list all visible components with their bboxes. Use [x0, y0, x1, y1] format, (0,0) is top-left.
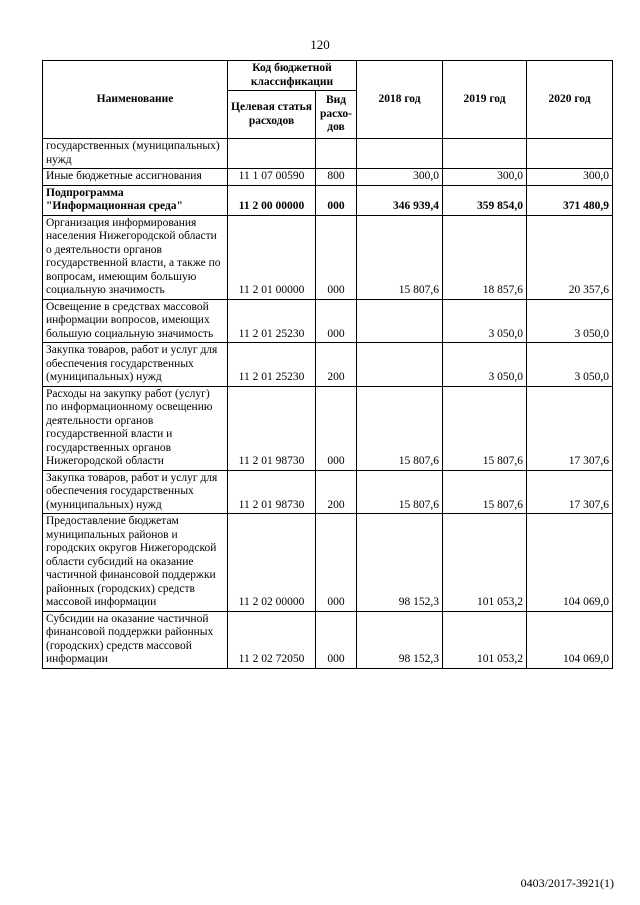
row-target-code: 11 2 00 00000	[228, 185, 316, 215]
row-value-2018: 98 152,3	[357, 514, 443, 612]
budget-table	[42, 60, 613, 669]
header-name: Наименование	[43, 61, 228, 139]
row-kind-code: 000	[316, 611, 357, 668]
row-value-2020: 300,0	[527, 169, 613, 186]
row-name: Закупка товаров, работ и услуг для обеспечения государственных (муниципальных) нужд	[43, 343, 228, 387]
row-value-2019: 101 053,2	[443, 514, 527, 612]
row-name: государственных (муниципальных) нужд	[43, 139, 228, 169]
row-name: Иные бюджетные ассигнования	[43, 169, 228, 186]
row-value-2020: 20 357,6	[527, 215, 613, 299]
row-value-2019: 15 807,6	[443, 470, 527, 514]
row-value-2018: 300,0	[357, 169, 443, 186]
header-code-group: Код бюджетной классификации	[228, 61, 357, 91]
row-value-2018	[357, 343, 443, 387]
row-value-2020	[527, 139, 613, 169]
row-value-2018: 346 939,4	[357, 185, 443, 215]
row-name: Организация информирования населения Нижегородской области о деятельности органов государственной власти, а также по вопросам, имеющим большую социальную значимость	[43, 215, 228, 299]
row-value-2020: 3 050,0	[527, 299, 613, 343]
row-target-code: 11 2 02 72050	[228, 611, 316, 668]
page-number: 120	[310, 37, 330, 52]
row-value-2018	[357, 139, 443, 169]
row-value-2018: 98 152,3	[357, 611, 443, 668]
row-value-2018: 15 807,6	[357, 215, 443, 299]
row-target-code: 11 2 01 98730	[228, 470, 316, 514]
row-kind-code: 800	[316, 169, 357, 186]
row-kind-code: 000	[316, 299, 357, 343]
row-kind-code: 000	[316, 185, 357, 215]
table-row	[43, 185, 613, 215]
row-kind-code: 200	[316, 343, 357, 387]
row-value-2020: 17 307,6	[527, 470, 613, 514]
table-row	[43, 215, 613, 299]
row-value-2020: 17 307,6	[527, 386, 613, 470]
row-value-2019: 300,0	[443, 169, 527, 186]
table-row	[43, 299, 613, 343]
row-target-code: 11 2 01 00000	[228, 215, 316, 299]
row-value-2019: 359 854,0	[443, 185, 527, 215]
table-row	[43, 139, 613, 169]
table-row	[43, 514, 613, 612]
row-value-2020: 104 069,0	[527, 611, 613, 668]
row-name: Закупка товаров, работ и услуг для обеспечения государственных (муниципальных) нужд	[43, 470, 228, 514]
row-kind-code: 000	[316, 514, 357, 612]
document-code: 0403/2017-3921(1)	[520, 876, 614, 890]
row-value-2018: 15 807,6	[357, 386, 443, 470]
row-value-2018: 15 807,6	[357, 470, 443, 514]
table-row	[43, 169, 613, 186]
row-name: Предоставление бюджетам муниципальных районов и городских округов Нижегородской области субсидий на оказание частичной финансовой поддержки районных (городских) средств массовой информации	[43, 514, 228, 612]
header-2020: 2020 год	[527, 61, 613, 139]
row-value-2019	[443, 139, 527, 169]
row-value-2020: 371 480,9	[527, 185, 613, 215]
row-value-2019: 18 857,6	[443, 215, 527, 299]
table-row	[43, 343, 613, 387]
row-value-2019: 101 053,2	[443, 611, 527, 668]
row-target-code: 11 2 01 25230	[228, 299, 316, 343]
row-kind-code: 000	[316, 386, 357, 470]
row-target-code	[228, 139, 316, 169]
header-target: Целевая статья расходов	[228, 91, 316, 139]
row-value-2020: 104 069,0	[527, 514, 613, 612]
row-value-2018	[357, 299, 443, 343]
table-row	[43, 470, 613, 514]
row-name: Расходы на закупку работ (услуг) по информационному освещению деятельности органов государственной власти и государственных органов Нижегородской области	[43, 386, 228, 470]
row-name: Подпрограмма "Информационная среда"	[43, 185, 228, 215]
row-target-code: 11 1 07 00590	[228, 169, 316, 186]
row-kind-code: 200	[316, 470, 357, 514]
row-target-code: 11 2 01 25230	[228, 343, 316, 387]
row-target-code: 11 2 02 00000	[228, 514, 316, 612]
row-value-2019: 3 050,0	[443, 299, 527, 343]
row-target-code: 11 2 01 98730	[228, 386, 316, 470]
table-row	[43, 611, 613, 668]
row-name: Освещение в средствах массовой информации вопросов, имеющих большую социальную значимость	[43, 299, 228, 343]
row-value-2019: 15 807,6	[443, 386, 527, 470]
header-kind: Вид расхо-дов	[316, 91, 357, 139]
header-2018: 2018 год	[357, 61, 443, 139]
row-value-2020: 3 050,0	[527, 343, 613, 387]
row-kind-code	[316, 139, 357, 169]
header-2019: 2019 год	[443, 61, 527, 139]
table-row	[43, 386, 613, 470]
row-kind-code: 000	[316, 215, 357, 299]
row-name: Субсидии на оказание частичной финансовой поддержки районных (городских) средств массовой информации	[43, 611, 228, 668]
row-value-2019: 3 050,0	[443, 343, 527, 387]
